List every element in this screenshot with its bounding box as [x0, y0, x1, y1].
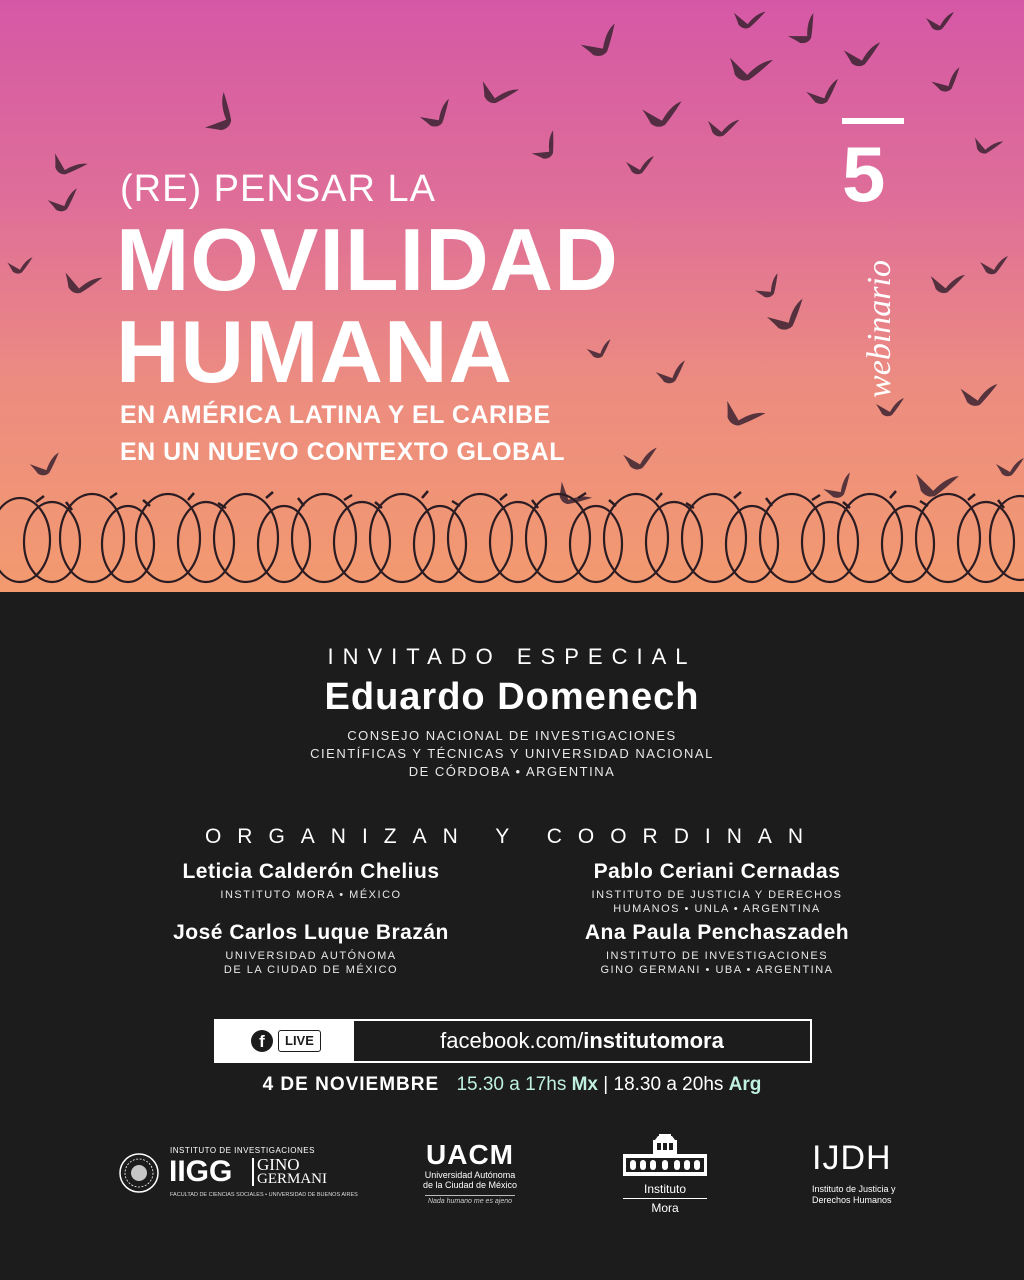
uacm-acronym: UACM [426, 1139, 514, 1170]
facebook-live-banner[interactable] [214, 1019, 812, 1063]
organizer-4 [497, 921, 937, 977]
main-title-line-2: HUMANA [116, 302, 514, 401]
uacm-motto: Nada humano me es ajeno [427, 1198, 513, 1205]
time-argentina: 18.30 a 20hs [613, 1074, 724, 1095]
organizer-name: Pablo Ceriani Cernadas [593, 860, 841, 883]
url-handle: institutomora [583, 1028, 724, 1053]
guest-heading: INVITADO ESPECIAL [327, 644, 697, 669]
iigg-bottom-text: FACULTAD DE CIENCIAS SOCIALES • UNIVERSIDAD DE BUENOS AIRES [170, 1192, 358, 1198]
organizers-heading: ORGANIZAN Y COORDINAN [204, 825, 820, 848]
instituto-mora-logo [615, 1132, 715, 1218]
live-badge [216, 1021, 354, 1061]
guest-affiliation-line-3: DE CÓRDOBA • ARGENTINA [408, 764, 616, 779]
time-mexico: 15.30 a 17hs [456, 1074, 567, 1095]
ijdh-name-2: Derechos Humanos [812, 1195, 892, 1205]
event-date: 4 DE NOVIEMBRE [262, 1074, 440, 1095]
guest-affiliation-line-2: CIENTÍFICAS Y TÉCNICAS Y UNIVERSIDAD NACIONAL [310, 746, 714, 761]
webinar-label: webinario [861, 260, 898, 398]
uacm-name-1: Universidad Autónoma [424, 1170, 516, 1180]
url-prefix: facebook.com/ [440, 1028, 584, 1053]
mora-name-1: Instituto [643, 1182, 687, 1196]
organizer-name: Leticia Calderón Chelius [182, 860, 440, 883]
organizer-2 [497, 860, 937, 916]
number-divider [842, 118, 904, 124]
time-separator: | [603, 1074, 609, 1095]
mora-name-2: Mora [651, 1201, 679, 1215]
ijdh-acronym: IJDH [812, 1139, 892, 1177]
subtitle-line-2: EN UN NUEVO CONTEXTO GLOBAL [120, 438, 566, 466]
organizer-affiliation: HUMANOS • UNLA • ARGENTINA [613, 903, 821, 915]
live-label: LIVE [278, 1030, 321, 1052]
guest-affiliation-line-1: CONSEJO NACIONAL DE INVESTIGACIONES [347, 728, 677, 743]
main-title-line-1: MOVILIDAD [116, 210, 619, 309]
tz-mexico: Mx [571, 1074, 599, 1095]
iigg-seal-icon [118, 1152, 160, 1194]
organizer-1 [91, 860, 531, 902]
organizer-affiliation: INSTITUTO MORA • MÉXICO [220, 889, 402, 901]
facebook-url-link[interactable] [354, 1021, 810, 1061]
iigg-acronym: IIGG [169, 1155, 233, 1188]
subtitle-line-1: EN AMÉRICA LATINA Y EL CARIBE [120, 401, 551, 429]
uacm-logo [410, 1140, 530, 1210]
guest-name: Eduardo Domenech [324, 676, 700, 718]
organizer-3 [91, 921, 531, 977]
iigg-top-text: INSTITUTO DE INVESTIGACIONES [170, 1146, 315, 1155]
iigg-logo [118, 1146, 358, 1206]
iigg-name-2: GERMANI [257, 1171, 327, 1187]
organizer-affiliation: GINO GERMANI • UBA • ARGENTINA [600, 964, 834, 976]
uacm-divider [425, 1195, 515, 1196]
organizer-affiliation: UNIVERSIDAD AUTÓNOMA [225, 950, 397, 962]
tz-argentina: Arg [728, 1074, 762, 1095]
organizer-affiliation: INSTITUTO DE JUSTICIA Y DERECHOS [591, 889, 843, 901]
mora-divider [623, 1198, 707, 1199]
organizer-affiliation: DE LA CIUDAD DE MÉXICO [223, 964, 399, 976]
schedule-line [0, 1074, 1024, 1096]
facebook-icon: f [251, 1030, 273, 1052]
title-prefix: (RE) PENSAR LA [120, 168, 436, 210]
organizer-affiliation: INSTITUTO DE INVESTIGACIONES [605, 950, 829, 962]
mora-building-icon [619, 1132, 711, 1178]
organizer-name: Ana Paula Penchaszadeh [584, 921, 850, 944]
webinar-number: 5 [842, 130, 886, 218]
barbed-wire-illustration [0, 480, 1024, 600]
ijdh-logo [812, 1140, 922, 1210]
ijdh-name-1: Instituto de Justicia y [812, 1184, 896, 1194]
uacm-name-2: de la Ciudad de México [422, 1180, 518, 1190]
iigg-name-1: GINO [257, 1155, 300, 1174]
organizer-name: José Carlos Luque Brazán [173, 921, 449, 944]
iigg-divider [252, 1158, 254, 1186]
